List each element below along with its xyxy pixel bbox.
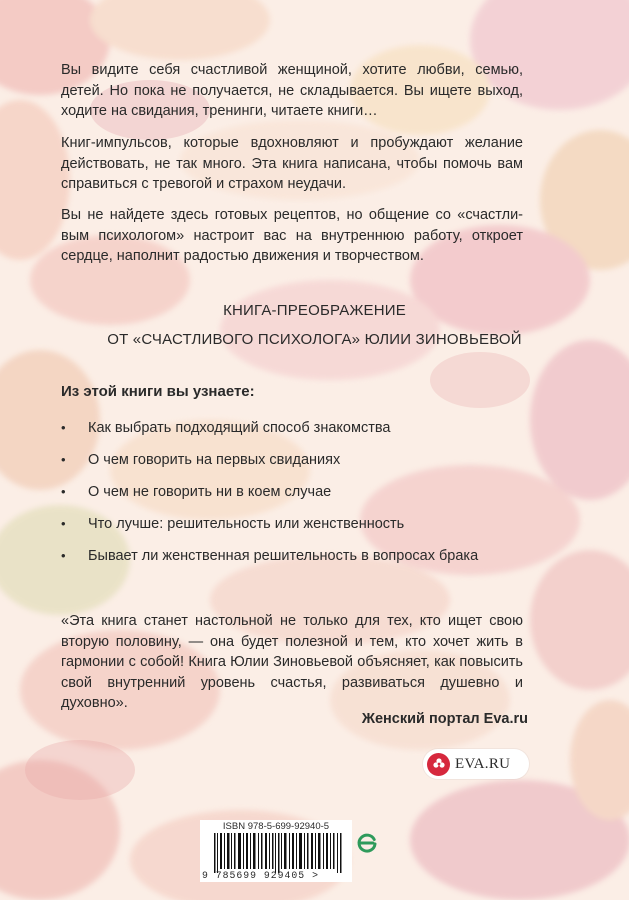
list-item (61, 450, 531, 482)
list-item (61, 546, 531, 578)
barcode-digits: 9 785699 929405 > (202, 870, 319, 881)
bullet-text: Как выбрать подходящий способ знакомства (88, 420, 391, 436)
review-quote: «Эта книга станет настольной не только для тех, кто ищет свою вторую половину, — она будет полезной и тем, кто хочет жить в гармонии с собой! Книга Юлии Зиновьевой объясняет, как повысить свой внутренний уровень счастья, развиваться душевно и духовно». (61, 613, 523, 711)
list-item (61, 514, 531, 546)
learn-title: Из этой книги вы узнаете: (61, 383, 255, 400)
bullet-marker: • (61, 420, 66, 435)
bullet-text: О чем не говорить ни в коем случае (88, 484, 332, 500)
publisher-logo-icon (356, 831, 380, 855)
bullet-marker: • (61, 548, 66, 563)
intro-paragraph-3: Вы не найдете здесь готовых рецептов, но общение со «счастли-вым психологом» настроит вас на внутреннюю работу, откроет сердце, наполнит радостью движения и творчеством. (61, 207, 523, 264)
bullet-marker: • (61, 516, 66, 531)
eva-logo-text: EVA.RU (455, 755, 511, 772)
bullet-text: Что лучше: решительность или женственность (88, 516, 405, 532)
heading-line-2: ОТ «СЧАСТЛИВОГО ПСИХОЛОГА» ЮЛИИ ЗИНОВЬЕВОЙ (107, 331, 522, 348)
list-item (61, 482, 531, 514)
barcode (214, 833, 350, 875)
intro-paragraph-2: Книг-импульсов, которые вдохновляют и пробуждают желание действовать, не так много. Эта книга написана, чтобы помочь вам справиться с тревогой и страхом неудачи. (61, 135, 523, 192)
bullet-text: Бывает ли женственная решительность в вопросах брака (88, 548, 479, 564)
isbn-barcode-box (200, 820, 352, 882)
quote-source: Женский портал Eva.ru (361, 711, 528, 727)
eva-logo (423, 749, 529, 779)
isbn-number: ISBN 978-5-699-92940-5 (222, 821, 330, 832)
list-item (61, 418, 531, 450)
bullet-list (61, 418, 531, 578)
intro-paragraph-1: Вы видите себя счастливой женщиной, хотите любви, семью, детей. Но пока не получается, не складывается. Вы ищете выход, ходите на свидания, тренинги, читаете книги… (61, 62, 523, 119)
bullet-marker: • (61, 484, 66, 499)
heading-line-1: КНИГА-ПРЕОБРАЖЕНИЕ (223, 302, 406, 319)
bullet-text: О чем говорить на первых свиданиях (88, 452, 341, 468)
bullet-marker: • (61, 452, 66, 467)
flower-icon (427, 753, 450, 776)
